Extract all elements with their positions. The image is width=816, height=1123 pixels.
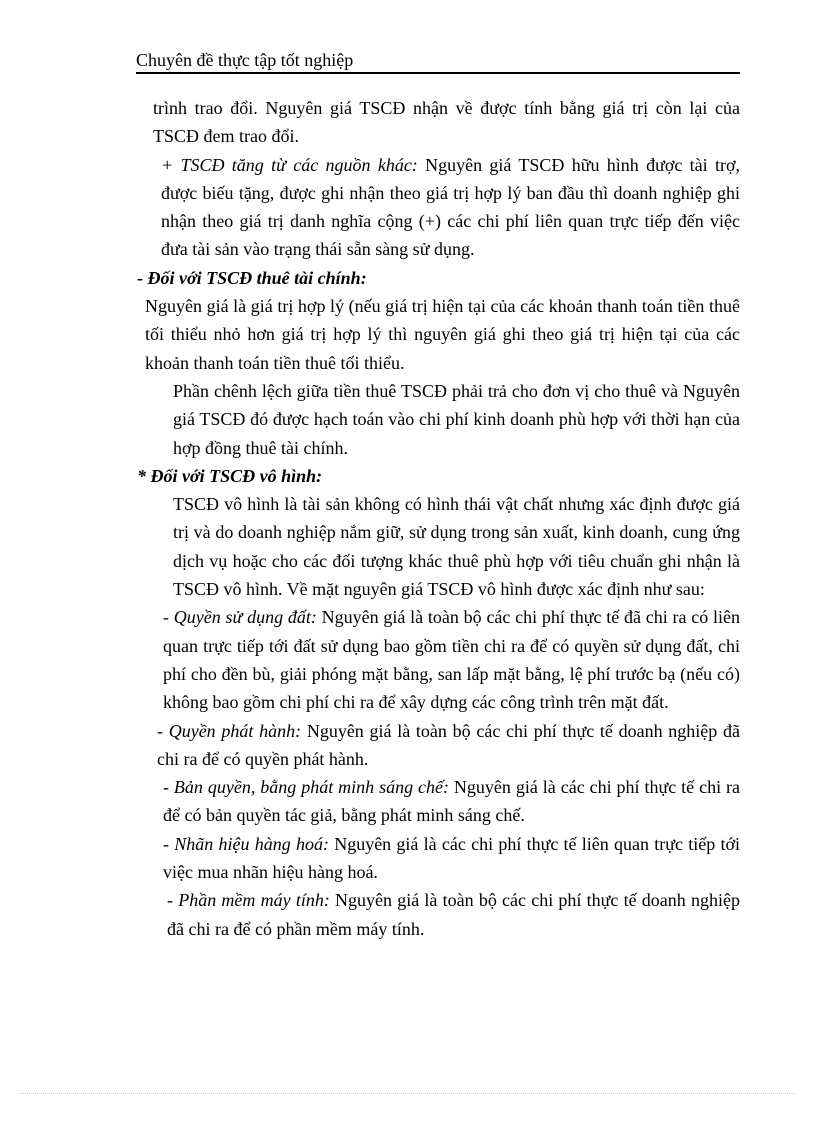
trademark-text: Nguyên giá là các chi phí thực tế liên quan trực tiếp tới việc mua nhãn hiệu hàng hoá. bbox=[163, 833, 740, 883]
issuance-rights-text: Nguyên giá là toàn bộ các chi phí thực tế doanh nghiệp đã chi ra để có quyền phát hành. bbox=[157, 720, 740, 769]
document-body bbox=[137, 94, 740, 943]
paragraph-software bbox=[137, 886, 740, 943]
paragraph-exchange-continuation: trình trao đổi. Nguyên giá TSCĐ nhận về được tính bằng giá trị còn lại của TSCĐ đem trao đổi. bbox=[153, 98, 740, 147]
paragraph-copyright-patent bbox=[137, 773, 740, 830]
other-sources-label: + TSCĐ tăng từ các nguồn khác: bbox=[161, 154, 418, 175]
copyright-patent-label: - Bản quyền, bằng phát minh sáng chế: bbox=[163, 777, 449, 798]
paragraph-other-sources bbox=[137, 151, 740, 264]
paragraph-issuance-rights bbox=[137, 717, 740, 774]
copyright-patent-text: Nguyên giá là các chi phí thực tế chi ra để có bản quyền tác giả, bằng phát minh sáng chế. bbox=[163, 777, 740, 826]
paragraph-intangible-definition: TSCĐ vô hình là tài sản không có hình thái vật chất nhưng xác định được giá trị và do doanh nghiệp nắm giữ, sử dụng trong sản xuất, kinh doanh, cung ứng dịch vụ hoặc cho các đối tượng khác thuê phù hợp với tiêu chuẩn ghi nhận là TSCĐ vô hình. Về mặt nguyên giá TSCĐ vô hình được xác định như sau: bbox=[173, 494, 740, 600]
issuance-rights-label: - Quyền phát hành: bbox=[157, 720, 302, 741]
paragraph-lease-difference: Phần chênh lệch giữa tiền thuê TSCĐ phải trả cho đơn vị cho thuê và Nguyên giá TSCĐ đó được hạch toán vào chi phí kinh doanh phù hợp với thời hạn của hợp đồng thuê tài chính. bbox=[173, 380, 740, 458]
land-use-rights-label: - Quyền sử dụng đất: bbox=[163, 607, 317, 628]
land-use-rights-text: Nguyên giá là toàn bộ các chi phí thực tế đã chi ra có liên quan trực tiếp tới đất sử dụng bao gồm tiền chi ra để có quyền sử dụng đất, chi phí cho đền bù, giải phóng mặt bằng, san lấp mặt bằng, lệ phí trước bạ (nếu có) không bao gồm chi phí chi ra để xây dựng các công trình trên mặt đất. bbox=[163, 607, 740, 713]
paragraph-trademark bbox=[137, 830, 740, 887]
header-title: Chuyên đề thực tập tốt nghiệp bbox=[136, 50, 354, 70]
trademark-label: - Nhãn hiệu hàng hoá: bbox=[163, 833, 329, 854]
paragraph-land-use-rights bbox=[137, 603, 740, 716]
software-text: Nguyên giá là toàn bộ các chi phí thực tế doanh nghiệp đã chi ra để có phần mềm máy tính. bbox=[167, 890, 740, 939]
software-label: - Phần mềm máy tính: bbox=[167, 890, 330, 911]
paragraph-finance-lease-cost: Nguyên giá là giá trị hợp lý (nếu giá trị hiện tại của các khoản thanh toán tiền thuê tối thiểu nhỏ hơn giá trị hợp lý thì nguyên giá ghi theo giá trị hiện tại của các khoản thanh toán tiền thuê tối thiểu. bbox=[145, 296, 740, 373]
heading-intangible-assets: * Đối với TSCĐ vô hình: bbox=[137, 465, 323, 486]
heading-finance-lease: - Đối với TSCĐ thuê tài chính: bbox=[137, 267, 367, 288]
other-sources-text: Nguyên giá TSCĐ hữu hình được tài trợ, được biếu tặng, được ghi nhận theo giá trị hợp lý ban đầu thì doanh nghiệp ghi nhận theo giá trị danh nghĩa cộng (+) các chi phí liên quan trực tiếp đến việc đưa tài sản vào trạng thái sẵn sàng sử dụng. bbox=[161, 154, 740, 260]
page-header bbox=[136, 49, 740, 74]
page-bottom-divider bbox=[20, 1093, 796, 1094]
